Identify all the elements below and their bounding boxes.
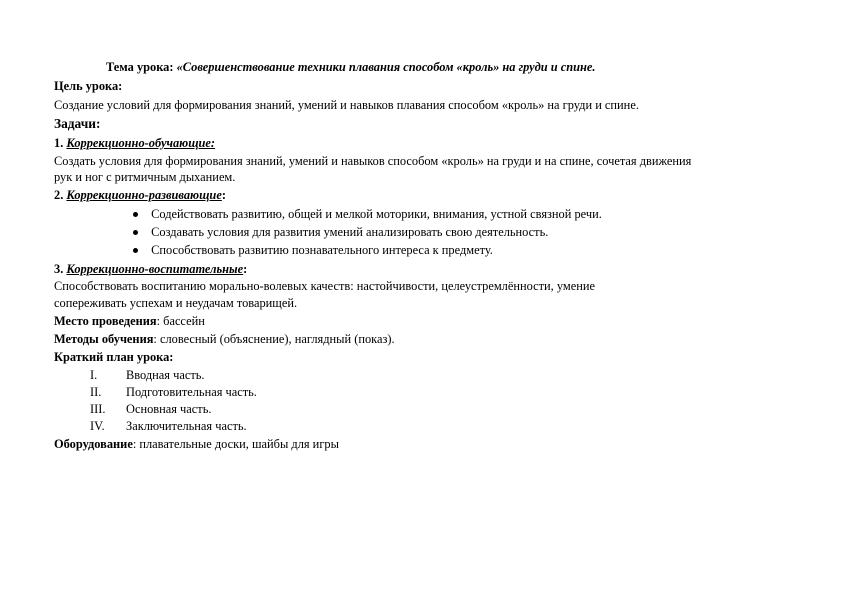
task-3-line-2: сопереживать успехам и неудачам товарищей. <box>54 296 298 310</box>
task-2-bullet-1 <box>133 207 602 222</box>
place-label: Место проведения <box>54 314 157 328</box>
equipment <box>54 437 339 452</box>
task-2-bullet-2-text: Создавать условия для развития умений анализировать свою деятельность. <box>151 225 549 239</box>
equipment-value: : плавательные доски, шайбы для игры <box>132 437 339 451</box>
task-3-number: 3. <box>54 262 64 276</box>
task-2-bullet-3 <box>133 243 493 258</box>
place <box>54 314 205 329</box>
task-2-bullet-3-text: Способствовать развитию познавательного интереса к предмету. <box>151 243 493 257</box>
goal-text: Создание условий для формирования знаний, умений и навыков плавания способом «кроль» на груди и спине. <box>54 98 639 112</box>
bullet-dot-icon <box>133 230 138 235</box>
plan-item-num: IV. <box>90 419 105 433</box>
task-3-line-1: Способствовать воспитанию морально-волевых качеств: настойчивости, целеустремлённости, умение <box>54 279 595 293</box>
plan-item-text: Основная часть. <box>126 402 212 416</box>
task-2-colon: : <box>221 188 226 202</box>
task-2-header <box>54 188 226 203</box>
task-3-header <box>54 262 247 277</box>
task-2-bullet-1-text: Содействовать развитию, общей и мелкой моторики, внимания, устной связной речи. <box>151 207 602 221</box>
task-3-colon: : <box>243 262 248 276</box>
tasks-heading: Задачи: <box>54 116 101 131</box>
bullet-dot-icon <box>133 212 138 217</box>
plan-heading: Краткий план урока: <box>54 350 174 364</box>
place-value: : бассейн <box>156 314 205 328</box>
task-2-number: 2. <box>54 188 64 202</box>
plan-item-text: Подготовительная часть. <box>126 385 257 399</box>
goal-label: Цель урока: <box>54 79 123 93</box>
task-1-header <box>54 136 215 151</box>
equipment-label: Оборудование <box>54 437 133 451</box>
task-2-bullet-2 <box>133 225 548 240</box>
task-1-line-1: Создать условия для формирования знаний, умений и навыков способом «кроль» на груди и на спине, сочетая движения <box>54 154 692 168</box>
plan-item-text: Вводная часть. <box>126 368 205 382</box>
lesson-title <box>106 60 596 75</box>
methods <box>54 332 395 347</box>
task-1-line-2: рук и ног с ритмичным дыханием. <box>54 170 236 184</box>
plan-item-num: I. <box>90 368 98 382</box>
plan-item-num: II. <box>90 385 102 399</box>
task-1-number: 1. <box>54 136 64 150</box>
bullet-dot-icon <box>133 248 138 253</box>
lesson-title-label: Тема урока: <box>106 60 174 74</box>
task-2-label: Коррекционно-развивающие <box>66 188 222 202</box>
plan-item-text: Заключительная часть. <box>126 419 247 433</box>
lesson-title-value: «Совершенствование техники плавания способом «кроль» на груди и спине. <box>176 60 596 74</box>
plan-item-num: III. <box>90 402 106 416</box>
task-1-label: Коррекционно-обучающие: <box>66 136 216 150</box>
task-3-label: Коррекционно-воспитательные <box>66 262 244 276</box>
methods-value: : словесный (объяснение), наглядный (показ). <box>153 332 395 346</box>
methods-label: Методы обучения <box>54 332 154 346</box>
